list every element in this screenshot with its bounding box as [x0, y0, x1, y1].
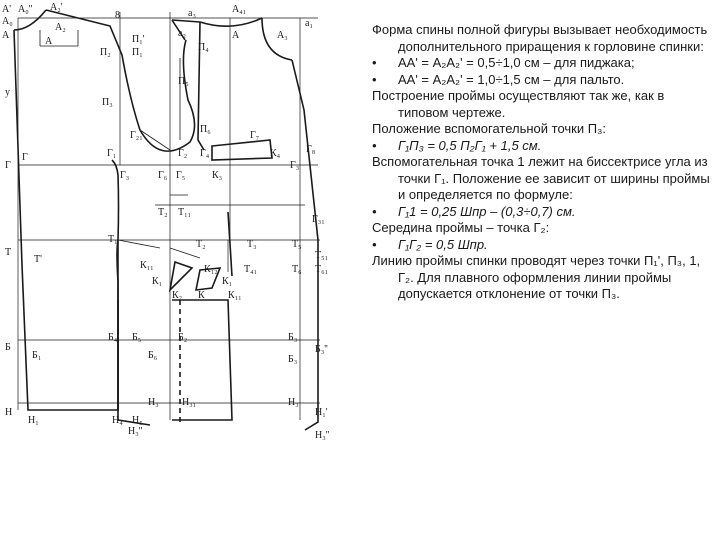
label-Tprime: Т' — [34, 254, 42, 265]
notes-text — [372, 22, 712, 303]
label-G: Г — [5, 160, 11, 171]
label-G6: Г₆ — [158, 170, 168, 181]
point-labels — [2, 2, 330, 441]
note-9: • Г₁Г₂ = 0,5 Шпр. — [372, 237, 712, 254]
label-B3: Б₃ — [288, 332, 298, 343]
note-1: • АА' = А₂А₂' = 0,5÷1,0 см – для пиджака; — [372, 55, 712, 72]
label-H1prime: Н₁' — [315, 407, 328, 418]
label-s: 8 — [115, 10, 120, 21]
label-B6: Б₆ — [148, 350, 158, 361]
note-3: Построение проймы осуществляют так же, как в типовом чертеже. — [372, 88, 665, 120]
label-H5: Н₅ — [132, 415, 143, 426]
label-T: Т₂ — [158, 207, 168, 218]
label-K1: К₁ — [152, 276, 163, 287]
note-2: • АА' = А₂А₂' = 1,0÷1,5 см – для пальто. — [372, 72, 712, 89]
label-P2: П₂ — [100, 47, 111, 58]
label-A: А — [45, 36, 53, 47]
front-outline — [118, 18, 318, 430]
label-A0pp: А₀'' — [18, 4, 33, 15]
label-B5: Б₅ — [132, 332, 142, 343]
label-H1: Н₁ — [28, 415, 39, 426]
label-a1: а₁ — [305, 18, 313, 29]
label-G2: Г₂ — [178, 148, 188, 159]
label-T6: Т₆ — [292, 264, 302, 275]
label-P1-prime: П₁' — [132, 34, 145, 45]
label-K: К — [198, 290, 205, 301]
label-P4: П₄ — [198, 42, 209, 53]
label-H3pp-b: Н₃'' — [315, 430, 330, 441]
label-B1: Б₁ — [32, 350, 42, 361]
label-y: у — [5, 87, 10, 98]
label-G21: Г₂₁ — [130, 130, 143, 141]
label-T61: Г₃₁ — [312, 214, 325, 225]
label-K11-b: К₁₁ — [228, 290, 242, 301]
label-B4: Б₄ — [108, 332, 118, 343]
grid-lines — [18, 12, 320, 420]
label-K3: К₃ — [212, 170, 223, 181]
label-T: Т — [5, 247, 12, 258]
note-8: Середина проймы – точка Г₂: — [372, 220, 550, 235]
label-G1: Г₁ — [107, 148, 117, 159]
label-H4: Н₄ — [112, 415, 123, 426]
label-H3: Н₃ — [148, 397, 159, 408]
label-G3: Г₃ — [290, 160, 300, 171]
label-P1: П₁ — [132, 47, 143, 58]
label-H3-b: Н₃ — [288, 397, 299, 408]
label-T51: Т₅₁ — [315, 250, 329, 261]
note-0: Форма спины полной фигуры вызывает необходимость дополнительного приращения к горловине спинки: — [372, 22, 708, 54]
label-H31: Н₃₁ — [182, 397, 197, 408]
label-A0: А₀ — [2, 16, 13, 27]
label-G8: Г₈ — [306, 144, 316, 155]
note-4: Положение вспомогательной точки П₃: — [372, 121, 606, 136]
label-G-prime: Г — [22, 152, 28, 163]
label-G5: Г₅ — [176, 170, 186, 181]
note-5: • Г₁П₃ = 0,5 П₂Г₁ + 1,5 см. — [372, 138, 712, 155]
label-T1: Т₁ — [108, 234, 118, 245]
label-G7: Г₇ — [250, 130, 260, 141]
label-K1-b: К₁ — [222, 276, 233, 287]
label-P3: П₃ — [102, 97, 113, 108]
label-K11: К₁₁ — [140, 260, 154, 271]
label-G3: Г₃ — [120, 170, 130, 181]
label-A: А — [2, 30, 10, 41]
label-T5: Т₅ — [292, 239, 302, 250]
label-P6: П₆ — [200, 124, 211, 135]
label-A2-prime: А₂' — [50, 2, 63, 13]
label-B3pp: Б₃'' — [315, 344, 328, 355]
note-10: Линию проймы спинки проводят через точки П₁', П₃, 1, Г₂. Для плавного оформления линии проймы допускается отклонение от точки П₃. — [372, 253, 701, 301]
label-a3: а₃ — [188, 8, 196, 19]
label-T41: Т₄₁ — [244, 264, 258, 275]
note-7: • Г₁1 = 0,25 Шпр – (0,3÷0,7) см. — [372, 204, 712, 221]
label-A41: А₄₁ — [232, 4, 247, 15]
label-A-prime: А' — [2, 4, 12, 15]
label-K2: К₂ — [172, 290, 183, 301]
label-H: Н — [5, 407, 13, 418]
label-a2: а₂ — [178, 28, 186, 39]
label-K12: К₁₂ — [204, 264, 218, 275]
label-K4: К₄ — [270, 148, 281, 159]
label-A: А — [232, 30, 240, 41]
label-H3pp: Н₃'' — [128, 426, 143, 437]
label-T61: Т₆₁ — [315, 264, 329, 275]
label-A2: А₂ — [55, 22, 66, 33]
label-B3-b: Б₃ — [288, 354, 298, 365]
label-B2: Б₂ — [178, 332, 188, 343]
label-B: Б — [5, 342, 11, 353]
label-T2: Т₂ — [196, 239, 206, 250]
label-A3: А₃ — [277, 30, 288, 41]
label-T3: Т₃ — [247, 239, 257, 250]
label-P5: П₅ — [178, 76, 189, 87]
label-T11: Т₁₁ — [178, 207, 192, 218]
note-6: Вспомогательная точка 1 лежит на биссектрисе угла из точки Г₁. Положение ее зависит от ширины проймы и определяется по формуле: — [372, 154, 710, 202]
label-G4: Г₄ — [200, 148, 210, 159]
